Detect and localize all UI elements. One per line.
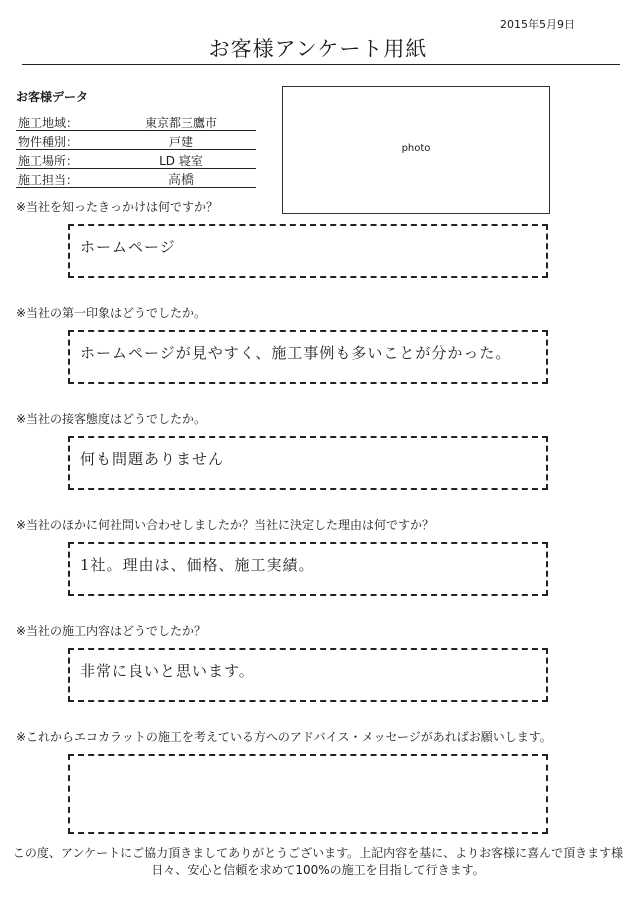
- row-label: 物件種別：: [18, 135, 79, 149]
- answer-box-1: [68, 224, 548, 278]
- row-value: 戸建: [168, 135, 193, 149]
- question-5: ※当社の施工内容はどうでしたか？: [16, 624, 207, 638]
- row-value: 東京都三鷹市: [144, 116, 217, 130]
- answer-box-3: [68, 436, 548, 490]
- row-value-handwritten: 高橋: [167, 173, 194, 188]
- question-4: ※当社のほかに何社問い合わせしましたか？当社に決定した理由は何ですか？: [16, 518, 435, 532]
- customer-data-heading: お客様データ: [16, 90, 89, 104]
- page-title: お客様アンケート用紙: [208, 37, 428, 61]
- answer-3-text: 何も問題ありません: [80, 450, 225, 468]
- row-label: 施工場所：: [18, 154, 79, 168]
- row-label: 施工担当：: [18, 173, 79, 187]
- answer-box-4: [68, 542, 548, 596]
- footer-line-1: この度、アンケートにご協力頂きましてありがとうございます。上記内容を基に、よりお客様に喜んで頂きます様: [12, 846, 624, 860]
- row-value: LD 寝室: [159, 154, 203, 168]
- footer-line-2: 日々、安心と信頼を求めて100%の施工を目指して行きます。: [151, 863, 485, 877]
- photo-label: photo: [401, 143, 431, 154]
- footer-message: [0, 845, 636, 879]
- customer-row-location: [16, 150, 256, 169]
- answer-box-6: [68, 754, 548, 834]
- question-1: ※当社を知ったきっかけは何ですか？: [16, 200, 219, 214]
- answer-4-text: 1社。理由は、価格、施工実績。: [80, 556, 315, 574]
- customer-row-property-type: [16, 131, 256, 150]
- photo-box: [282, 86, 550, 214]
- survey-date: 2015年5月9日: [500, 18, 575, 31]
- question-6: ※これからエコカラットの施工を考えている方へのアドバイス・メッセージがあればお願いします。: [16, 730, 552, 744]
- customer-row-staff: [16, 169, 256, 188]
- answer-box-2: [68, 330, 548, 384]
- customer-row-area: [16, 112, 256, 131]
- answer-1-text: ホームページ: [80, 238, 176, 256]
- answer-box-5: [68, 648, 548, 702]
- answer-2-text: ホームページが見やすく、施工事例も多いことが分かった。: [80, 344, 512, 362]
- question-3: ※当社の接客態度はどうでしたか。: [16, 412, 207, 426]
- row-label: 施工地域：: [18, 116, 79, 130]
- question-2: ※当社の第一印象はどうでしたか。: [16, 306, 207, 320]
- answer-5-text: 非常に良いと思います。: [80, 662, 255, 680]
- title-underline: [22, 64, 620, 65]
